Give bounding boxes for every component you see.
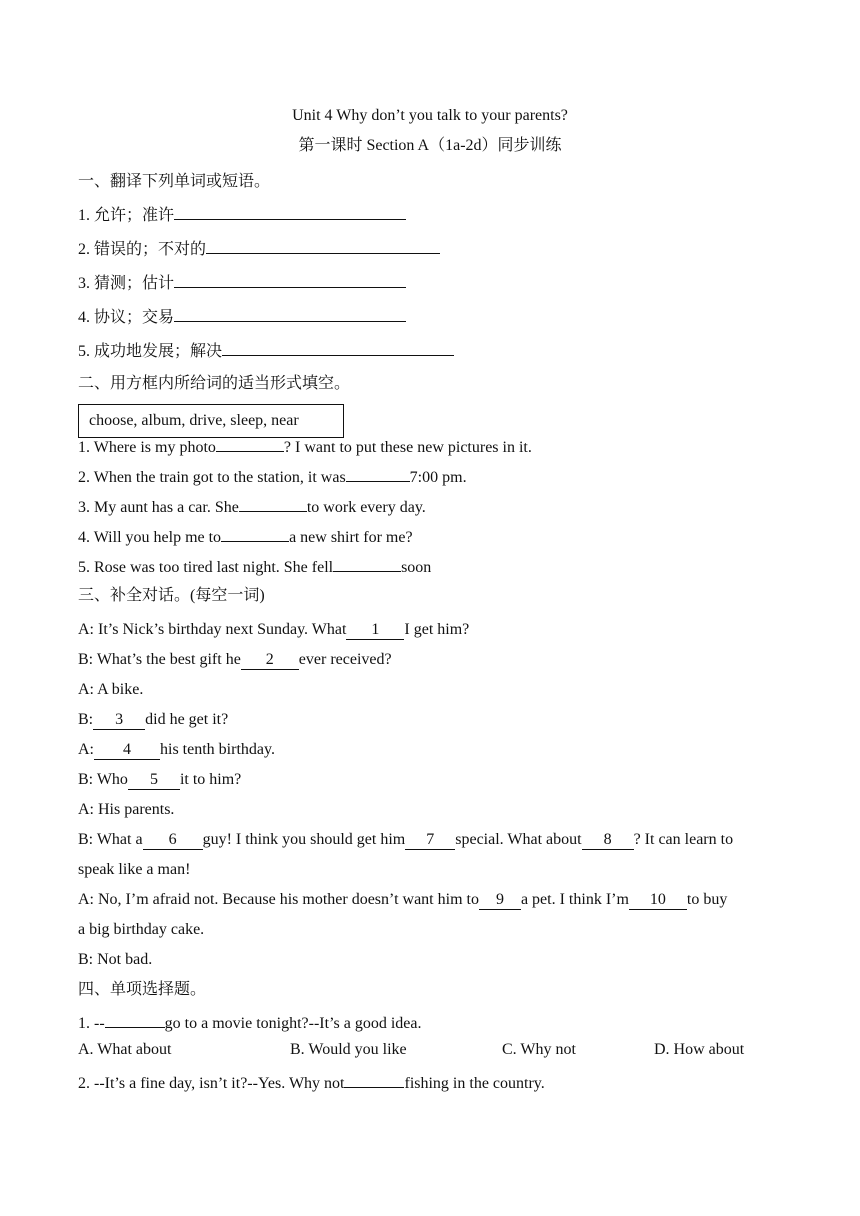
- numbered-blank[interactable]: 3: [93, 711, 145, 730]
- dialogue-text: A: No, I’m afraid not. Because his mother doesn’t want him to: [78, 891, 479, 908]
- section1-item: [78, 340, 790, 362]
- item-text: 允许；准许: [94, 207, 175, 224]
- dialogue-line: speak like a man!: [78, 861, 191, 878]
- dialogue-text: special. What about: [455, 831, 582, 848]
- item-text: 成功地发展；解决: [94, 343, 223, 360]
- item-text-before: My aunt has a car. She: [94, 499, 239, 516]
- answer-blank[interactable]: [174, 272, 406, 288]
- item-text-after: a new shirt for me?: [289, 529, 413, 546]
- dialogue-line: [78, 830, 790, 850]
- dialogue-line: [78, 890, 790, 910]
- answer-blank[interactable]: [174, 204, 406, 220]
- dialogue-text: B: What’s the best gift he: [78, 651, 241, 668]
- section1-item: [78, 272, 790, 294]
- answer-blank[interactable]: [333, 556, 401, 572]
- dialogue-line: [78, 620, 790, 640]
- dialogue-line: [78, 710, 790, 730]
- page-title: Unit 4 Why don’t you talk to your parents?: [292, 107, 568, 124]
- item-number: 2.: [78, 469, 90, 486]
- dialogue-text: A:: [78, 741, 94, 758]
- numbered-blank[interactable]: 2: [241, 651, 299, 670]
- answer-blank[interactable]: [174, 306, 406, 322]
- item-text-after: ? I want to put these new pictures in it.: [283, 439, 532, 456]
- item-number: 4.: [78, 309, 90, 326]
- dialogue-text: I get him?: [404, 621, 470, 638]
- section2-item: [78, 496, 790, 518]
- item-text-after: to work every day.: [306, 499, 426, 516]
- item-text-after: soon: [401, 559, 432, 576]
- item-text: 猜测；估计: [94, 275, 175, 292]
- item-text: 协议；交易: [94, 309, 175, 326]
- dialogue-line: [78, 650, 790, 670]
- numbered-blank[interactable]: 4: [94, 741, 160, 760]
- dialogue-text: to buy: [686, 891, 728, 908]
- item-number: 5.: [78, 559, 90, 576]
- numbered-blank[interactable]: 5: [128, 771, 180, 790]
- item-number: 2.: [78, 1075, 90, 1092]
- dialogue-line: A: His parents.: [78, 801, 175, 818]
- dialogue-line: a big birthday cake.: [78, 921, 205, 938]
- dialogue-text: A: It’s Nick’s birthday next Sunday. What: [78, 621, 347, 638]
- dialogue-line: [78, 740, 790, 760]
- dialogue-text: ever received?: [298, 651, 392, 668]
- dialogue-text: B: Who: [78, 771, 128, 788]
- answer-blank[interactable]: [222, 340, 454, 356]
- item-text-before: Rose was too tired last night. She fell: [94, 559, 334, 576]
- page-subtitle: 第一课时 Section A（1a-2d）同步训练: [298, 137, 562, 154]
- item-text: 错误的；不对的: [94, 241, 207, 258]
- item-number: 1.: [78, 1015, 90, 1032]
- option-c[interactable]: C. Why not: [502, 1041, 576, 1058]
- dialogue-line: A: A bike.: [78, 681, 144, 698]
- answer-blank[interactable]: [344, 1072, 404, 1088]
- item-text-before: Will you help me to: [93, 529, 222, 546]
- question-line: [78, 1072, 790, 1094]
- word-bank-box: choose, album, drive, sleep, near: [78, 404, 344, 438]
- section2-item: [78, 526, 790, 548]
- item-number: 1.: [78, 207, 90, 224]
- answer-blank[interactable]: [346, 466, 410, 482]
- section2-item: [78, 556, 790, 578]
- question-text: go to a movie tonight?--It’s a good idea.: [164, 1015, 422, 1032]
- section4-heading: 四、单项选择题。: [78, 981, 207, 998]
- option-a[interactable]: A. What about: [78, 1041, 172, 1058]
- dialogue-text: B: What a: [78, 831, 143, 848]
- numbered-blank[interactable]: 10: [629, 891, 687, 910]
- answer-blank[interactable]: [216, 436, 284, 452]
- item-text-before: When the train got to the station, it was: [93, 469, 346, 486]
- answer-blank[interactable]: [105, 1012, 165, 1028]
- item-number: 5.: [78, 343, 90, 360]
- item-number: 3.: [78, 499, 90, 516]
- numbered-blank[interactable]: 6: [143, 831, 203, 850]
- answer-blank[interactable]: [206, 238, 440, 254]
- answer-blank[interactable]: [239, 496, 307, 512]
- item-number: 2.: [78, 241, 90, 258]
- dialogue-line: B: Not bad.: [78, 951, 153, 968]
- numbered-blank[interactable]: 8: [582, 831, 634, 850]
- item-text-before: Where is my photo: [93, 439, 216, 456]
- question-text: --It’s a fine day, isn’t it?--Yes. Why not: [94, 1075, 345, 1092]
- question-text: --: [94, 1015, 105, 1032]
- section2-item: [78, 466, 790, 488]
- question-text: fishing in the country.: [404, 1075, 545, 1092]
- dialogue-line: [78, 770, 790, 790]
- option-d[interactable]: D. How about: [654, 1041, 745, 1058]
- dialogue-text: his tenth birthday.: [160, 741, 275, 758]
- numbered-blank[interactable]: 1: [346, 621, 404, 640]
- dialogue-text: did he get it?: [145, 711, 229, 728]
- dialogue-text: ? It can learn to: [633, 831, 734, 848]
- section1-item: [78, 204, 790, 226]
- numbered-blank[interactable]: 9: [479, 891, 521, 910]
- section1-heading: 一、翻译下列单词或短语。: [78, 173, 271, 190]
- section2-item: [78, 436, 790, 458]
- item-number: 1.: [78, 439, 90, 456]
- option-b[interactable]: B. Would you like: [290, 1041, 407, 1058]
- item-number: 3.: [78, 275, 90, 292]
- section1-item: [78, 306, 790, 328]
- section2-heading: 二、用方框内所给词的适当形式填空。: [78, 375, 351, 392]
- answer-blank[interactable]: [221, 526, 289, 542]
- dialogue-text: guy! I think you should get him: [202, 831, 406, 848]
- dialogue-text: B:: [78, 711, 94, 728]
- item-text-after: 7:00 pm.: [409, 469, 467, 486]
- question-line: [78, 1012, 790, 1034]
- numbered-blank[interactable]: 7: [405, 831, 455, 850]
- section3-heading: 三、补全对话。(每空一词): [78, 587, 265, 604]
- section1-item: [78, 238, 790, 260]
- dialogue-text: a pet. I think I’m: [520, 891, 629, 908]
- item-number: 4.: [78, 529, 90, 546]
- dialogue-text: it to him?: [179, 771, 242, 788]
